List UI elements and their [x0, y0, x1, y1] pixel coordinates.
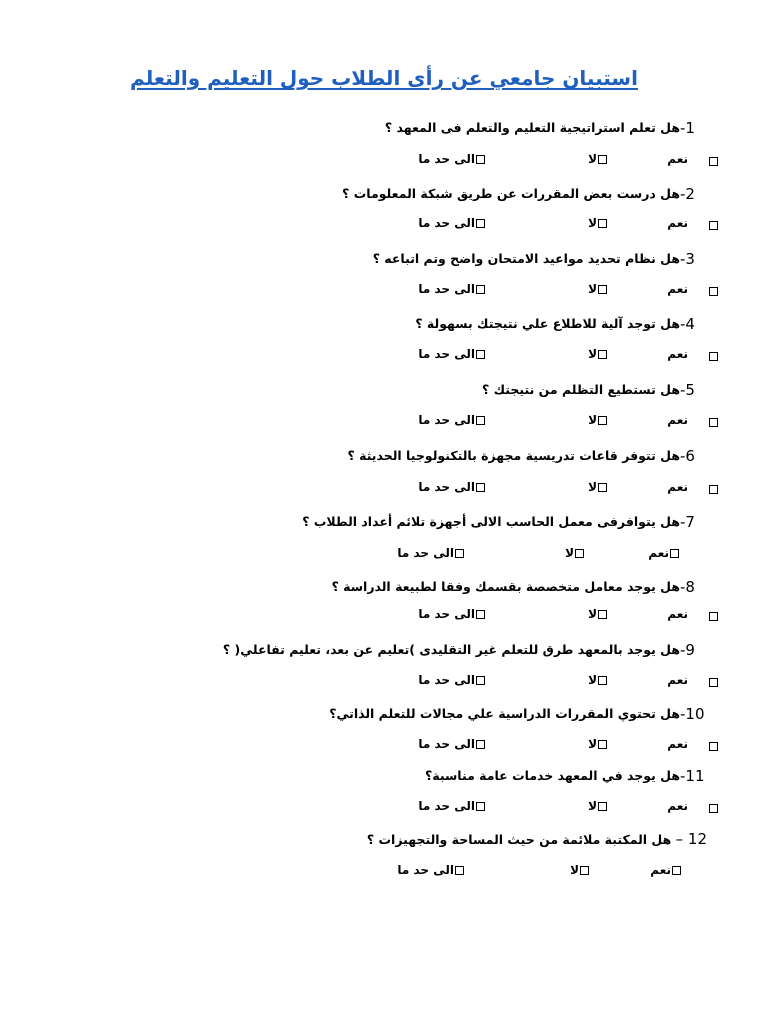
option-no-box[interactable] [598, 285, 607, 294]
option-somewhat [418, 673, 486, 687]
option-no-box[interactable] [598, 219, 607, 228]
option-somewhat-label: الى حد ما [418, 282, 475, 296]
option-no-label: لا [588, 216, 597, 230]
option-somewhat-label: الى حد ما [418, 413, 475, 427]
option-box-leading[interactable] [709, 287, 718, 296]
option-no-box[interactable] [598, 155, 607, 164]
option-yes-label: نعم [667, 347, 688, 361]
option-somewhat [418, 737, 486, 751]
option-box-leading[interactable] [709, 221, 718, 230]
option-yes [667, 673, 688, 687]
question-number: -10 [680, 705, 705, 723]
question-text: هل تعلم استراتيجية التعليم والتعلم فى المعهد ؟ [384, 120, 680, 135]
option-no-label: لا [588, 152, 597, 166]
option-somewhat-label: الى حد ما [418, 799, 475, 813]
option-yes-label: نعم [667, 673, 688, 687]
question-number: -3 [680, 250, 695, 268]
question-text: هل تستطيع التظلم من نتيجتك ؟ [482, 382, 680, 397]
option-somewhat-box[interactable] [476, 155, 485, 164]
option-somewhat-box[interactable] [455, 866, 464, 875]
question-text: هل درست بعض المقررات عن طريق شبكة المعلومات ؟ [342, 186, 680, 201]
option-somewhat-label: الى حد ما [418, 152, 475, 166]
question-12 [367, 830, 707, 848]
option-somewhat-box[interactable] [476, 610, 485, 619]
option-box-leading[interactable] [709, 678, 718, 687]
option-no [588, 737, 608, 751]
option-no-box[interactable] [598, 350, 607, 359]
option-somewhat-box[interactable] [476, 416, 485, 425]
question-text: هل تتوفر قاعات تدريسية مجهزة بالتكنولوجيا الحديثة ؟ [347, 448, 680, 463]
option-yes-label: نعم [667, 413, 688, 427]
question-number: -2 [680, 185, 695, 203]
question-12-number: 12 – [675, 830, 707, 848]
option-somewhat [418, 152, 486, 166]
option-yes-label: نعم [648, 546, 669, 560]
option-no [588, 607, 608, 621]
option-no-label: لا [565, 546, 574, 560]
option-no [588, 413, 608, 427]
option-yes [667, 152, 688, 166]
option-yes [667, 216, 688, 230]
question-number: -7 [680, 513, 695, 531]
question-text: هل يوجد معامل متخصصة بقسمك وفقا لطبيعة الدراسة ؟ [331, 579, 680, 594]
option-box-leading[interactable] [709, 612, 718, 621]
option-no [588, 480, 608, 494]
question-12-text: هل المكتبة ملائمة من حيث المساحة والتجهيزات ؟ [366, 832, 672, 847]
question-text: هل توجد آلية للاطلاع علي نتيجتك بسهولة ؟ [415, 316, 680, 331]
option-yes-label: نعم [650, 863, 671, 877]
option-no-label: لا [588, 607, 597, 621]
option-somewhat-box[interactable] [455, 549, 464, 558]
option-box-leading[interactable] [709, 157, 718, 166]
option-no [588, 799, 608, 813]
option-somewhat [418, 347, 486, 361]
option-no [565, 546, 585, 560]
option-box-leading[interactable] [709, 352, 718, 361]
option-no-box[interactable] [575, 549, 584, 558]
question-text: هل يوجد بالمعهد طرق للتعلم غير التقليدى )تعليم عن بعد، تعليم تفاعلي( ؟ [222, 642, 680, 657]
option-somewhat [397, 863, 465, 877]
option-somewhat [418, 282, 486, 296]
question-number: -4 [680, 315, 695, 333]
question-number: -9 [680, 641, 695, 659]
option-yes-label: نعم [667, 737, 688, 751]
option-box-leading[interactable] [709, 485, 718, 494]
option-no-box[interactable] [598, 802, 607, 811]
question-number: -11 [680, 767, 705, 785]
option-yes-label: نعم [667, 216, 688, 230]
option-somewhat-box[interactable] [476, 483, 485, 492]
option-yes [650, 863, 682, 877]
option-no [588, 673, 608, 687]
option-no-box[interactable] [598, 740, 607, 749]
option-no [588, 282, 608, 296]
option-yes-box[interactable] [670, 549, 679, 558]
option-no-label: لا [588, 737, 597, 751]
option-somewhat [418, 799, 486, 813]
question-text: هل نظام تحديد مواعيد الامتحان واضح وتم اتباعه ؟ [372, 251, 680, 266]
option-somewhat-label: الى حد ما [418, 480, 475, 494]
survey-title: استبيان جامعي عن رأى الطلاب حول التعليم والتعلم [130, 66, 638, 90]
option-no [588, 152, 608, 166]
option-no-label: لا [588, 282, 597, 296]
option-yes-label: نعم [667, 607, 688, 621]
option-no-label: لا [588, 347, 597, 361]
option-no-box[interactable] [598, 416, 607, 425]
option-yes [667, 413, 688, 427]
option-box-leading[interactable] [709, 418, 718, 427]
option-box-leading[interactable] [709, 742, 718, 751]
option-yes [667, 607, 688, 621]
option-no [588, 216, 608, 230]
question-text: هل تحتوي المقررات الدراسية علي مجالات للتعلم الذاتي؟ [329, 706, 680, 721]
option-no-box[interactable] [598, 483, 607, 492]
question-number: -8 [680, 578, 695, 596]
option-yes [667, 347, 688, 361]
option-somewhat-label: الى حد ما [418, 737, 475, 751]
option-somewhat-box[interactable] [476, 219, 485, 228]
option-somewhat-label: الى حد ما [418, 607, 475, 621]
option-box-leading[interactable] [709, 804, 718, 813]
option-somewhat-label: الى حد ما [418, 347, 475, 361]
option-no-label: لا [570, 863, 579, 877]
option-yes [667, 282, 688, 296]
option-somewhat [418, 216, 486, 230]
question-number: -6 [680, 447, 695, 465]
option-somewhat-box[interactable] [476, 676, 485, 685]
option-somewhat-box[interactable] [476, 802, 485, 811]
option-somewhat-box[interactable] [476, 350, 485, 359]
option-somewhat-label: الى حد ما [397, 863, 454, 877]
option-no-label: لا [588, 480, 597, 494]
option-no-box[interactable] [598, 610, 607, 619]
option-yes-label: نعم [667, 282, 688, 296]
option-yes-label: نعم [667, 152, 688, 166]
option-yes-label: نعم [667, 480, 688, 494]
option-somewhat-label: الى حد ما [418, 216, 475, 230]
option-somewhat-box[interactable] [476, 285, 485, 294]
option-yes-label: نعم [667, 799, 688, 813]
option-yes-box[interactable] [672, 866, 681, 875]
option-no-label: لا [588, 673, 597, 687]
option-somewhat-label: الى حد ما [397, 546, 454, 560]
option-yes [667, 480, 688, 494]
option-somewhat [397, 546, 465, 560]
option-somewhat [418, 413, 486, 427]
option-no-label: لا [588, 413, 597, 427]
option-no-box[interactable] [580, 866, 589, 875]
option-yes [648, 546, 680, 560]
option-somewhat [418, 607, 486, 621]
question-number: -1 [680, 119, 695, 137]
option-yes [667, 737, 688, 751]
question-number: -5 [680, 381, 695, 399]
option-yes [667, 799, 688, 813]
option-somewhat-label: الى حد ما [418, 673, 475, 687]
option-somewhat-box[interactable] [476, 740, 485, 749]
option-no [588, 347, 608, 361]
option-no [570, 863, 590, 877]
question-text: هل يوجد في المعهد خدمات عامة مناسبة؟ [425, 768, 680, 783]
question-text: هل يتوافرفى معمل الحاسب الالى أجهزة تلائم أعداد الطلاب ؟ [302, 514, 680, 529]
option-no-label: لا [588, 799, 597, 813]
option-no-box[interactable] [598, 676, 607, 685]
option-somewhat [418, 480, 486, 494]
